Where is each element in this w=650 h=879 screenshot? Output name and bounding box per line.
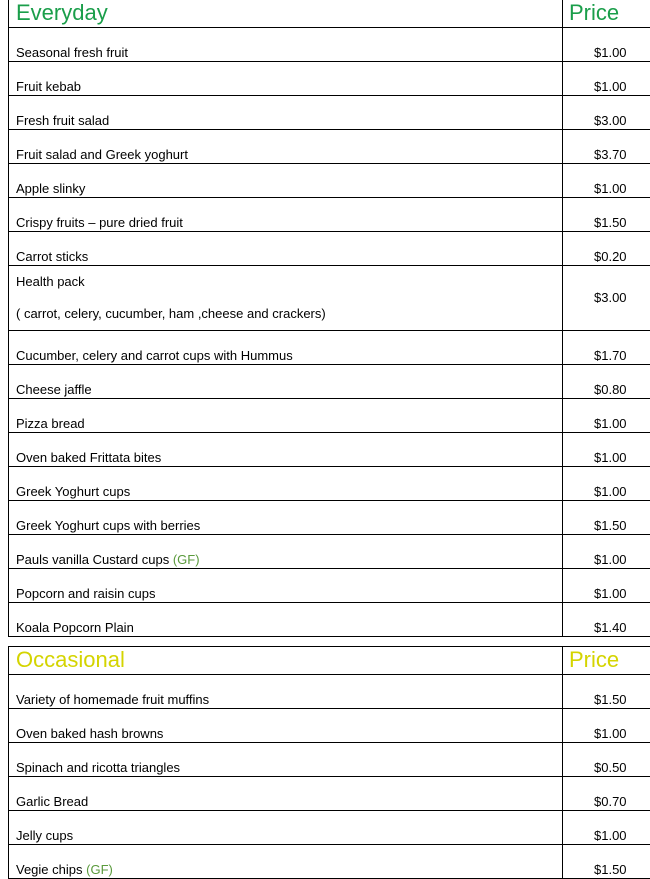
item-name: Popcorn and raisin cups [9,569,563,603]
item-name: Cucumber, celery and carrot cups with Hummus [9,331,563,365]
item-name: Vegie chips [16,862,83,877]
table-row [9,675,650,709]
item-name: Carrot sticks [9,232,563,266]
item-price: $1.50 [563,501,650,535]
everyday-heading: Everyday [9,0,563,28]
occasional-menu-table [8,646,650,879]
table-row [9,845,650,879]
table-row [9,501,650,535]
item-price: $1.00 [563,164,650,198]
item-price: $1.00 [563,433,650,467]
item-price: $1.00 [563,62,650,96]
gluten-free-tag: (GF) [86,862,113,877]
table-row [9,198,650,232]
occasional-header-row [9,647,650,675]
table-row [9,28,650,62]
item-price: $0.50 [563,743,650,777]
table-row [9,743,650,777]
item-price: $1.00 [563,535,650,569]
table-row [9,365,650,399]
gluten-free-tag: (GF) [173,552,200,567]
item-name: Cheese jaffle [9,365,563,399]
table-row [9,164,650,198]
item-name: Spinach and ricotta triangles [9,743,563,777]
item-price: $1.50 [563,198,650,232]
table-row [9,232,650,266]
item-name: Crispy fruits – pure dried fruit [9,198,563,232]
item-price: $1.00 [563,709,650,743]
item-price: $3.00 [563,266,650,331]
table-row [9,709,650,743]
table-row [9,62,650,96]
table-row [9,467,650,501]
item-price: $1.00 [563,28,650,62]
item-name: Pauls vanilla Custard cups [16,552,169,567]
table-row [9,603,650,637]
table-row [9,433,650,467]
item-name-with-tag [9,535,563,569]
item-price: $1.50 [563,845,650,879]
item-price: $1.00 [563,399,650,433]
item-name: Koala Popcorn Plain [9,603,563,637]
item-price: $1.40 [563,603,650,637]
item-name: Fresh fruit salad [9,96,563,130]
item-price: $0.80 [563,365,650,399]
item-name: Jelly cups [9,811,563,845]
item-name: Garlic Bread [9,777,563,811]
item-price: $0.20 [563,232,650,266]
item-price: $1.00 [563,569,650,603]
item-name: Fruit kebab [9,62,563,96]
item-price: $1.70 [563,331,650,365]
item-price: $3.70 [563,130,650,164]
table-row [9,399,650,433]
item-price: $1.00 [563,467,650,501]
item-name: Variety of homemade fruit muffins [9,675,563,709]
everyday-price-heading: Price [563,0,650,28]
item-name: Health pack [16,274,562,290]
occasional-heading: Occasional [9,647,563,675]
item-price: $1.00 [563,811,650,845]
table-row [9,569,650,603]
item-name: Oven baked Frittata bites [9,433,563,467]
occasional-price-heading: Price [563,647,650,675]
table-row [9,535,650,569]
item-price: $1.50 [563,675,650,709]
item-name-with-detail [9,266,563,331]
table-row [9,96,650,130]
item-name: Greek Yoghurt cups with berries [9,501,563,535]
item-name: Oven baked hash browns [9,709,563,743]
item-price: $3.00 [563,96,650,130]
item-name: Seasonal fresh fruit [9,28,563,62]
item-name: Apple slinky [9,164,563,198]
item-name: Pizza bread [9,399,563,433]
everyday-header-row [9,0,650,28]
item-name-with-tag [9,845,563,879]
item-detail: ( carrot, celery, cucumber, ham ,cheese and crackers) [16,306,562,322]
table-row [9,266,650,331]
table-row [9,130,650,164]
table-row [9,811,650,845]
item-price: $0.70 [563,777,650,811]
table-row [9,777,650,811]
item-name: Greek Yoghurt cups [9,467,563,501]
item-name: Fruit salad and Greek yoghurt [9,130,563,164]
table-row [9,331,650,365]
everyday-menu-table [8,0,650,637]
